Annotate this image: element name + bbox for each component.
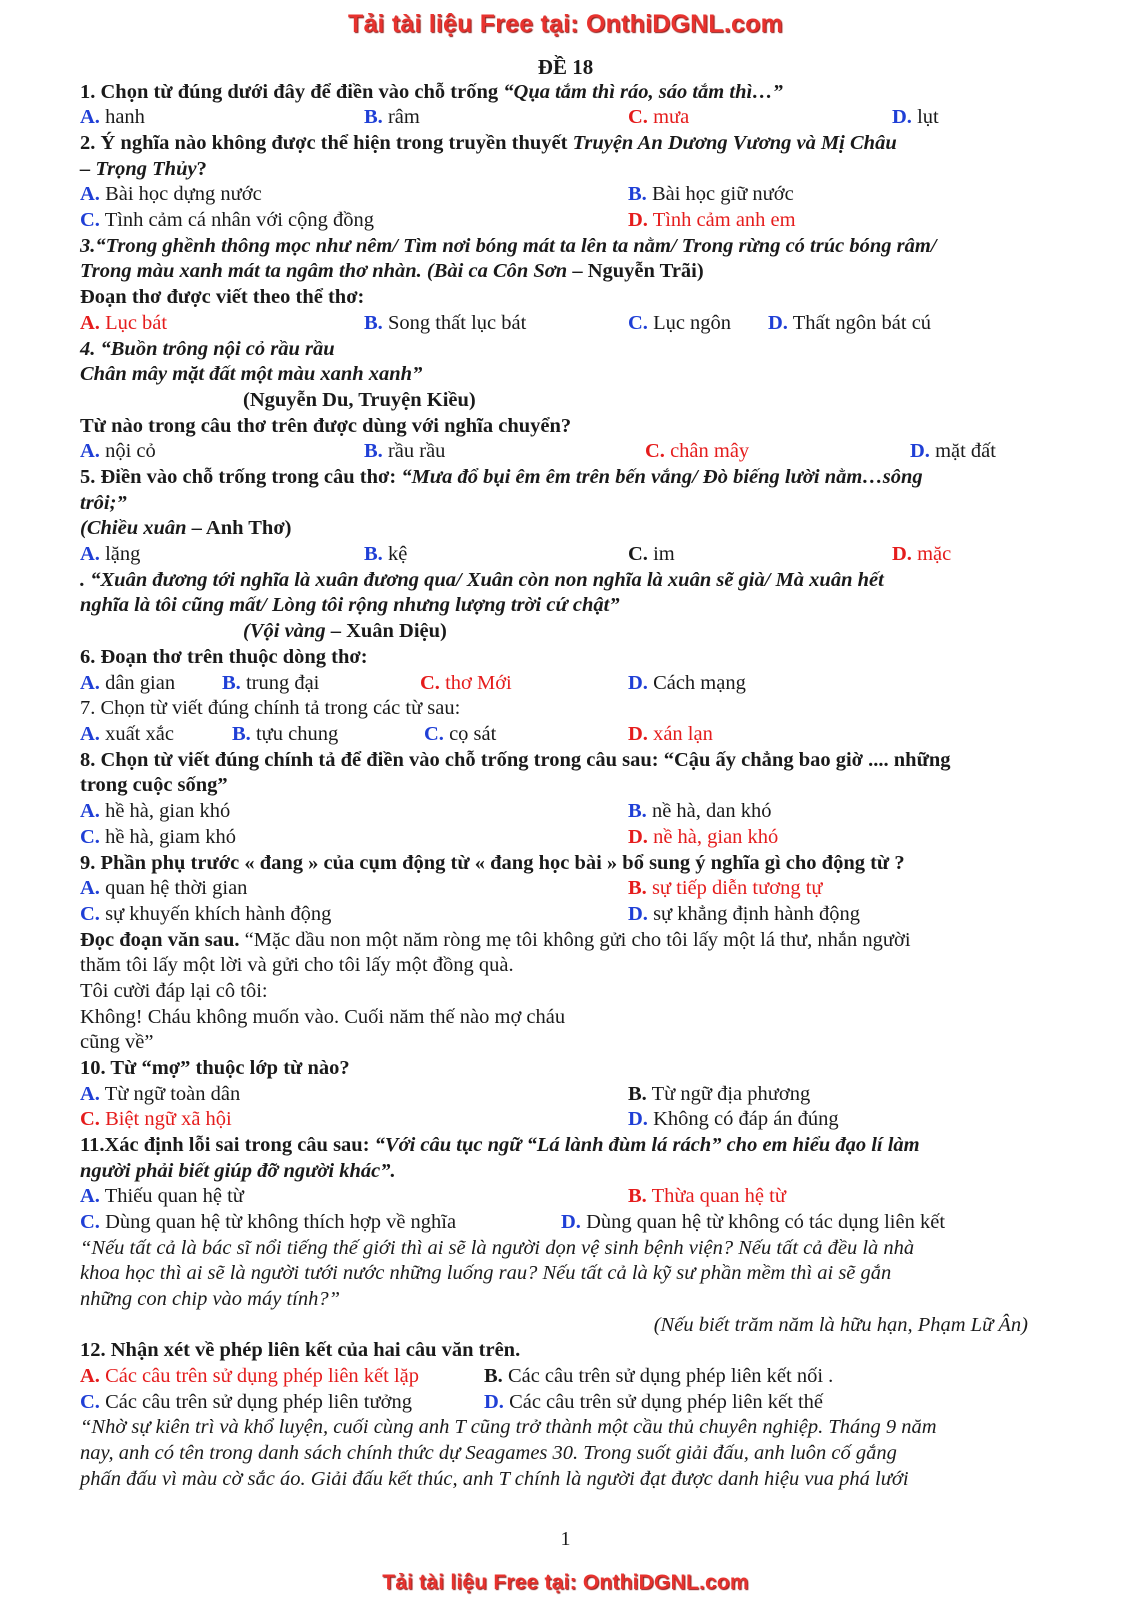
- option[interactable]: A. nội cỏ: [80, 440, 156, 462]
- question-5-source: (Chiều xuân – Anh Thơ): [80, 517, 292, 539]
- passage-quote: “Nhờ sự kiên trì và khổ luyện, cuối cùng anh T cũng trở thành một cầu thủ chuyên nghiệp. Tháng 9 năm: [80, 1416, 937, 1438]
- option[interactable]: D. Các câu trên sử dụng phép liên kết thế: [484, 1391, 824, 1413]
- question-10: 10. Từ “mợ” thuộc lớp từ nào?: [80, 1057, 350, 1079]
- option[interactable]: D. Không có đáp án đúng: [628, 1108, 839, 1130]
- option[interactable]: B. trung đại: [222, 672, 320, 694]
- question-9: 9. Phần phụ trước « đang » của cụm động từ « đang học bài » bổ sung ý nghĩa gì cho động từ ?: [80, 852, 905, 874]
- option-correct[interactable]: B. Thừa quan hệ từ: [628, 1185, 786, 1207]
- reading-passage-line: cũng về”: [80, 1031, 154, 1053]
- option[interactable]: D. mặt đất: [910, 440, 996, 462]
- option-correct[interactable]: B. sự tiếp diễn tương tự: [628, 877, 823, 899]
- question-12: 12. Nhận xét về phép liên kết của hai câu văn trên.: [80, 1339, 521, 1361]
- option[interactable]: C. im: [628, 543, 675, 565]
- option[interactable]: B. tựu chung: [232, 723, 339, 745]
- option[interactable]: A. Thiếu quan hệ từ: [80, 1185, 244, 1207]
- reading-passage-line: Không! Cháu không muốn vào. Cuối năm thế nào mợ cháu: [80, 1006, 566, 1028]
- option[interactable]: B. Bài học giữ nước: [628, 183, 794, 205]
- option-correct[interactable]: D. nề hà, gian khó: [628, 826, 779, 848]
- question-4-source: (Nguyễn Du, Truyện Kiều): [243, 389, 476, 411]
- option-correct[interactable]: C. thơ Mới: [420, 672, 512, 694]
- passage-quote-line: những con chip vào máy tính?”: [80, 1288, 340, 1310]
- reading-passage: Đọc đoạn văn sau. “Mặc dầu non một năm ròng mẹ tôi không gửi cho tôi lấy một lá thư, nhắn người: [80, 929, 911, 951]
- option[interactable]: A. hanh: [80, 106, 145, 128]
- exam-title: ĐỀ 18: [537, 55, 594, 79]
- option[interactable]: C. hề hà, giam khó: [80, 826, 237, 848]
- question-2-cont: – Trọng Thủy?: [80, 158, 207, 180]
- passage-quote-line: nay, anh có tên trong danh sách chính thức dự Seagames 30. Trong suốt giải đấu, anh luôn cố gắng: [80, 1442, 897, 1464]
- header-banner[interactable]: Tải tài liệu Free tại: OnthiDGNL.com: [347, 10, 784, 38]
- option-correct[interactable]: D. Tình cảm anh em: [628, 209, 796, 231]
- option[interactable]: C. cọ sát: [424, 723, 497, 745]
- option-correct[interactable]: D. mặc: [892, 543, 952, 565]
- option[interactable]: A. Bài học dựng nước: [80, 183, 262, 205]
- passage-source: (Nếu biết trăm năm là hữu hạn, Phạm Lữ Ân): [653, 1314, 1028, 1336]
- poem-quote: . “Xuân đương tới nghĩa là xuân đương qua/ Xuân còn non nghĩa là xuân sẽ già/ Mà xuân hết: [80, 569, 884, 591]
- page-number: 1: [560, 1528, 571, 1550]
- option-correct[interactable]: C. chân mây: [645, 440, 750, 462]
- option[interactable]: C. Dùng quan hệ từ không thích hợp về nghĩa: [80, 1211, 457, 1233]
- question-8-cont: trong cuộc sống”: [80, 774, 228, 796]
- option-correct[interactable]: C. Biệt ngữ xã hội: [80, 1108, 232, 1130]
- poem-quote-cont: nghĩa là tôi cũng mất/ Lòng tôi rộng nhưng lượng trời cứ chật”: [80, 594, 620, 616]
- question-3: Đoạn thơ được viết theo thể thơ:: [80, 286, 365, 308]
- option[interactable]: D. Dùng quan hệ từ không có tác dụng liên kết: [561, 1211, 946, 1233]
- option[interactable]: B. kệ: [364, 543, 408, 565]
- option[interactable]: C. Các câu trên sử dụng phép liên tưởng: [80, 1391, 412, 1413]
- option[interactable]: B. râm: [364, 106, 420, 128]
- reading-passage-line: Tôi cười đáp lại cô tôi:: [80, 980, 268, 1002]
- footer-banner[interactable]: Tải tài liệu Free tại: OnthiDGNL.com: [382, 1571, 749, 1594]
- option[interactable]: A. quan hệ thời gian: [80, 877, 248, 899]
- option[interactable]: D. Cách mạng: [628, 672, 746, 694]
- option[interactable]: B. Các câu trên sử dụng phép liên kết nối .: [484, 1365, 834, 1387]
- question-6: 6. Đoạn thơ trên thuộc dòng thơ:: [80, 646, 368, 668]
- question-4: Từ nào trong câu thơ trên được dùng với nghĩa chuyển?: [80, 415, 572, 437]
- option-correct[interactable]: C. mưa: [628, 106, 690, 128]
- question-2: 2. Ý nghĩa nào không được thể hiện trong truyền thuyết Truyện An Dương Vương và Mị Châu: [80, 132, 897, 154]
- question-5: 5. Điền vào chỗ trống trong câu thơ: “Mưa đổ bụi êm êm trên bến vắng/ Đò biếng lười nằm…sông: [80, 466, 923, 488]
- question-3-quote-cont: Trong màu xanh mát ta ngâm thơ nhàn. (Bài ca Côn Sơn – Nguyễn Trãi): [80, 260, 704, 282]
- option[interactable]: D. sự khẳng định hành động: [628, 903, 861, 925]
- passage-quote-line: phấn đấu vì màu cờ sắc áo. Giải đấu kết thúc, anh T chính là người đạt được danh hiệu vua phá lưới: [80, 1468, 909, 1490]
- question-7: 7. Chọn từ viết đúng chính tả trong các từ sau:: [80, 697, 461, 719]
- option[interactable]: B. Từ ngữ địa phương: [628, 1083, 811, 1105]
- option[interactable]: A. hề hà, gian khó: [80, 800, 231, 822]
- question-11: 11.Xác định lỗi sai trong câu sau: “Với câu tục ngữ “Lá lành đùm lá rách” cho em hiểu đạo lí làm: [80, 1134, 920, 1156]
- option[interactable]: B. rầu rầu: [364, 440, 446, 462]
- reading-passage-line: thăm tôi lấy một lời và gửi cho tôi lấy một đồng quà.: [80, 954, 514, 976]
- option[interactable]: C. Lục ngôn: [628, 312, 732, 334]
- option[interactable]: D. Thất ngôn bát cú: [768, 312, 932, 334]
- passage-quote-line: khoa học thì ai sẽ là người tưới nước những luống rau? Nếu tất cả là kỹ sư phần mềm thì ai sẽ gắn: [80, 1262, 892, 1284]
- poem-source: (Vội vàng – Xuân Diệu): [243, 620, 447, 642]
- passage-quote: “Nếu tất cả là bác sĩ nổi tiếng thế giới thì ai sẽ là người dọn vệ sinh bệnh viện? Nếu tất cả đều là nhà: [80, 1237, 915, 1259]
- question-1: 1. Chọn từ đúng dưới đây để điền vào chỗ trống “Qụa tắm thì ráo, sáo tắm thì…”: [80, 81, 783, 103]
- question-4-quote: 4. “Buồn trông nội cỏ rầu rầu: [80, 338, 335, 360]
- option-correct[interactable]: D. xán lạn: [628, 723, 713, 745]
- option[interactable]: A. lặng: [80, 543, 141, 565]
- option[interactable]: A. xuất xắc: [80, 723, 174, 745]
- question-5-cont: trôi;”: [80, 492, 127, 514]
- question-11-cont: người phải biết giúp đỡ người khác”.: [80, 1160, 396, 1182]
- question-8: 8. Chọn từ viết đúng chính tả để điền vào chỗ trống trong câu sau: “Cậu ấy chẳng bao giờ .... những: [80, 749, 951, 771]
- option-correct[interactable]: A. Lục bát: [80, 312, 168, 334]
- option[interactable]: D. lụt: [892, 106, 939, 128]
- option-correct[interactable]: A. Các câu trên sử dụng phép liên kết lặp: [80, 1365, 420, 1387]
- option[interactable]: A. Từ ngữ toàn dân: [80, 1083, 241, 1105]
- option[interactable]: A. dân gian: [80, 672, 176, 694]
- option[interactable]: C. Tình cảm cá nhân với cộng đồng: [80, 209, 374, 231]
- question-3-quote: 3.“Trong ghềnh thông mọc như nêm/ Tìm nơi bóng mát ta lên ta nằm/ Trong rừng có trúc bóng râm/: [80, 235, 937, 257]
- option[interactable]: B. Song thất lục bát: [364, 312, 527, 334]
- option[interactable]: B. nề hà, dan khó: [628, 800, 772, 822]
- option[interactable]: C. sự khuyến khích hành động: [80, 903, 332, 925]
- question-4-quote-cont: Chân mây mặt đất một màu xanh xanh”: [80, 363, 423, 385]
